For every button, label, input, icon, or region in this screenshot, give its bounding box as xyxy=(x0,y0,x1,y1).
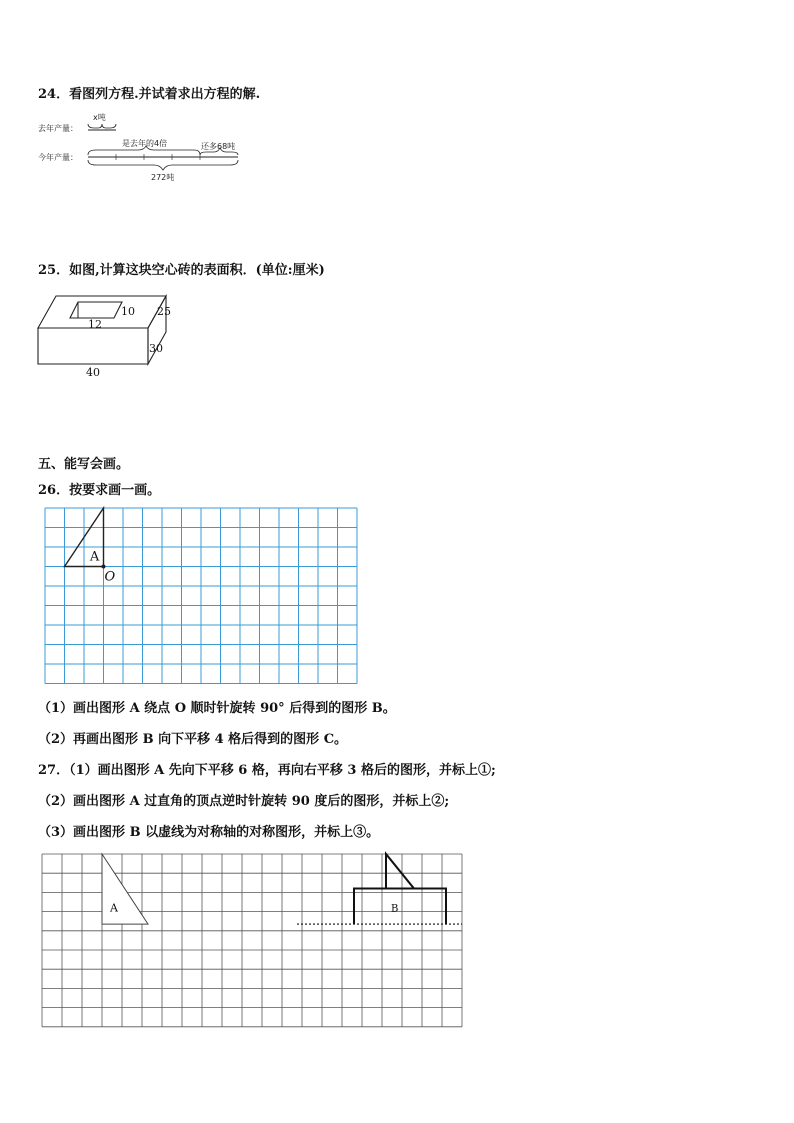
q27-line1: 27．（1）画出图形 A 先向下平移 6 格，再向右平移 3 格后的图形，并标上①; xyxy=(38,763,496,778)
dim-hole-depth: 10 xyxy=(121,305,135,318)
last-year-label: 去年产量： xyxy=(38,124,78,133)
shape-a xyxy=(102,854,148,924)
dim-height: 25 xyxy=(157,305,171,318)
q25-brick-figure xyxy=(36,290,186,380)
x-label: x吨 xyxy=(93,113,106,122)
shape-a-label: A xyxy=(89,549,100,565)
dim-length: 40 xyxy=(86,366,100,379)
brick-front xyxy=(38,328,148,364)
q26-step2: （2）再画出图形 B 向下平移 4 格后得到的图形 C。 xyxy=(38,732,348,747)
q27-line2: （2）画出图形 A 过直角的顶点逆时针旋转 90 度后的图形，并标上②; xyxy=(38,794,450,809)
dim-depth: 30 xyxy=(149,342,163,355)
this-year-label: 今年产量： xyxy=(38,153,78,162)
q25-title: 25．如图,计算这块空心砖的表面积．(单位:厘米) xyxy=(38,263,325,278)
total-label: 272吨 xyxy=(151,173,175,182)
q26-title: 26．按要求画一画。 xyxy=(38,483,161,498)
point-o xyxy=(102,565,106,569)
total-brace xyxy=(88,160,238,170)
shape-b-flag xyxy=(386,854,414,889)
dim-hole-width: 12 xyxy=(88,318,102,331)
q27-grid[interactable] xyxy=(41,853,463,1027)
q26-grid[interactable] xyxy=(44,507,358,683)
shape-b-label: B xyxy=(391,903,399,915)
more-label: 还多68吨 xyxy=(201,142,236,151)
shape-b xyxy=(354,889,446,925)
shape-a-label: A xyxy=(110,901,118,915)
q24-title: 24．看图列方程.并试着求出方程的解. xyxy=(38,87,261,102)
times-label: 是去年的4倍 xyxy=(122,139,168,148)
q24-diagram xyxy=(38,110,258,190)
section5-title: 五、能写会画。 xyxy=(38,457,130,472)
point-o-label: O xyxy=(104,569,116,585)
x-brace xyxy=(88,124,116,128)
q27-line3: （3）画出图形 B 以虚线为对称轴的对称图形，并标上③。 xyxy=(38,825,380,840)
brick-top xyxy=(38,296,166,328)
q26-step1: （1）画出图形 A 绕点 O 顺时针旋转 90° 后得到的图形 B。 xyxy=(38,701,396,716)
